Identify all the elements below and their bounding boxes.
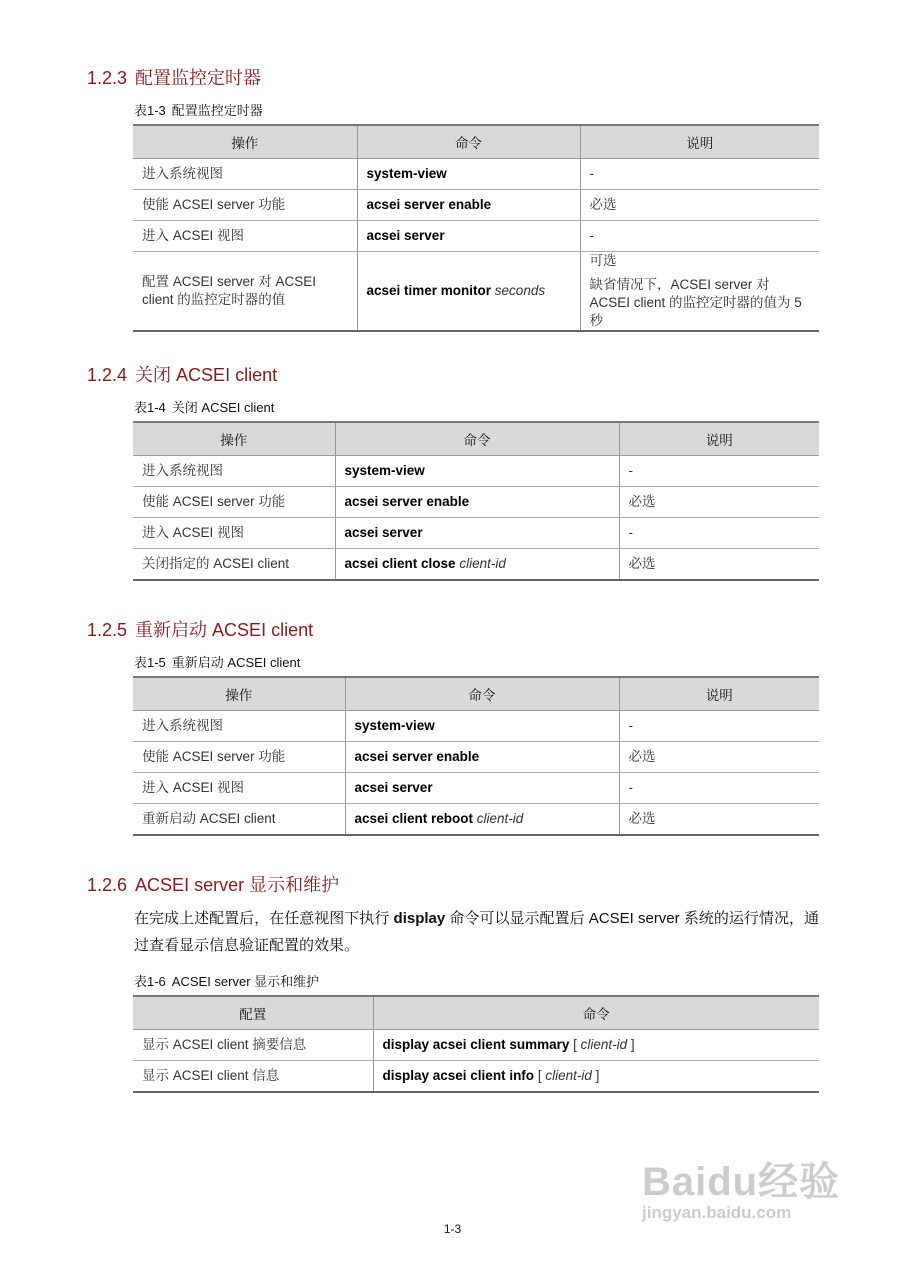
table-caption — [134, 397, 274, 416]
table-cell — [357, 190, 580, 221]
text-segment: 使能 ACSEI server 功能 — [142, 494, 286, 509]
section-paragraph — [134, 905, 819, 959]
table-cell — [357, 159, 580, 190]
table-cell — [133, 742, 345, 773]
table-caption-text: 重新启动 ACSEI client — [171, 655, 301, 670]
section-heading — [87, 361, 277, 387]
table-number: 表1-4 — [134, 400, 166, 415]
table-row — [133, 252, 819, 332]
table-row — [133, 1061, 819, 1093]
table-cell — [580, 190, 819, 221]
text-segment: 使能 ACSEI server 功能 — [142, 749, 286, 764]
table-row — [133, 549, 819, 581]
text-segment: ] — [627, 1037, 635, 1052]
config-table — [133, 421, 819, 581]
table-cell — [345, 711, 619, 742]
table-row — [133, 159, 819, 190]
command-argument: client-id — [459, 556, 506, 571]
section-heading — [87, 871, 339, 897]
column-header: 命令 — [357, 125, 580, 159]
column-header: 配置 — [133, 996, 373, 1030]
command-keyword: display acsei client info — [382, 1068, 535, 1083]
text-segment: - — [589, 166, 594, 181]
table-cell — [335, 487, 619, 518]
text-segment: 必选 — [628, 749, 656, 764]
table-number: 表1-3 — [134, 103, 166, 118]
column-header: 命令 — [373, 996, 819, 1030]
table-caption — [134, 971, 319, 990]
table-cell — [345, 742, 619, 773]
table-cell — [133, 221, 357, 252]
text-segment: 可选 — [589, 253, 617, 268]
page-number: 1-3 — [443, 1222, 462, 1236]
table-cell — [619, 804, 819, 836]
table-cell — [133, 252, 357, 332]
text-segment: 关闭指定的 ACSEI client — [142, 556, 290, 571]
table-caption-text: 配置监控定时器 — [171, 103, 263, 118]
text-segment: 使能 ACSEI server 功能 — [142, 197, 286, 212]
section-number: 1.2.4 — [87, 365, 128, 385]
column-header: 操作 — [133, 125, 357, 159]
command-keyword: system-view — [344, 463, 425, 478]
table-cell — [133, 1030, 373, 1061]
table-row — [133, 190, 819, 221]
text-segment: 必选 — [589, 197, 617, 212]
table-cell — [133, 773, 345, 804]
table-number: 表1-5 — [134, 655, 166, 670]
table-cell — [133, 487, 335, 518]
section-title: 配置监控定时器 — [135, 68, 262, 88]
table-cell — [357, 221, 580, 252]
table-cell — [357, 252, 580, 332]
table-cell — [133, 518, 335, 549]
table-row — [133, 221, 819, 252]
text-segment: 缺省情况下，ACSEI server 对 ACSEI client 的监控定时器的值为 5 秒 — [589, 277, 802, 328]
command-argument: client-id — [580, 1037, 628, 1052]
section-title: 关闭 ACSEI client — [135, 365, 278, 385]
table-row — [133, 1030, 819, 1061]
table-row — [133, 773, 819, 804]
text-segment: [ — [534, 1068, 546, 1083]
table-cell — [335, 456, 619, 487]
table-cell — [619, 456, 819, 487]
text-segment: 必选 — [628, 811, 656, 826]
column-header: 说明 — [580, 125, 819, 159]
text-segment: 重新启动 ACSEI client — [142, 811, 276, 826]
table-cell — [133, 549, 335, 581]
table-cell — [580, 221, 819, 252]
table-row — [133, 711, 819, 742]
section-title: ACSEI server 显示和维护 — [135, 875, 340, 895]
text-segment: - — [628, 525, 633, 540]
config-table — [133, 676, 819, 836]
command-keyword: display — [393, 910, 446, 927]
table-header-row — [133, 677, 819, 711]
table-caption — [134, 100, 263, 119]
text-segment: - — [628, 780, 633, 795]
config-table — [133, 995, 819, 1093]
command-argument: client-id — [545, 1068, 592, 1083]
table-cell — [580, 159, 819, 190]
table-cell — [133, 1061, 373, 1093]
text-segment: 在完成上述配置后，在任意视图下执行 — [134, 910, 394, 927]
text-segment: 进入 ACSEI 视图 — [142, 780, 245, 795]
column-header: 操作 — [133, 677, 345, 711]
text-segment: ] — [591, 1068, 600, 1083]
table-cell — [133, 456, 335, 487]
table-caption-text: ACSEI server 显示和维护 — [171, 974, 320, 989]
command-keyword: system-view — [354, 718, 435, 733]
table-row — [133, 518, 819, 549]
table-header-row — [133, 996, 819, 1030]
column-header: 命令 — [345, 677, 619, 711]
table-row — [133, 456, 819, 487]
section-heading — [87, 64, 261, 90]
command-keyword: system-view — [366, 166, 447, 181]
table-cell — [619, 742, 819, 773]
section-heading — [87, 616, 313, 642]
column-header: 命令 — [335, 422, 619, 456]
text-segment: 必选 — [628, 556, 656, 571]
text-segment: 进入系统视图 — [142, 718, 223, 733]
section-number: 1.2.3 — [87, 68, 128, 88]
table-header-row — [133, 422, 819, 456]
table-cell — [619, 487, 819, 518]
watermark-logo: Baidu经验 — [642, 1160, 841, 1204]
command-keyword: acsei client reboot — [354, 811, 477, 826]
table-cell — [580, 252, 819, 332]
text-segment: - — [628, 718, 633, 733]
table-cell — [345, 773, 619, 804]
table-caption-text: 关闭 ACSEI client — [171, 400, 275, 415]
text-segment: 必选 — [628, 494, 656, 509]
table-cell — [133, 711, 345, 742]
command-keyword: display acsei client summary — [382, 1037, 570, 1052]
table-cell — [619, 549, 819, 581]
table-number: 表1-6 — [134, 974, 166, 989]
table-row — [133, 487, 819, 518]
text-segment: 配置 ACSEI server 对 ACSEI client 的监控定时器的值 — [142, 274, 317, 307]
table-cell — [335, 518, 619, 549]
table-header-row — [133, 125, 819, 159]
column-header: 说明 — [619, 677, 819, 711]
table-cell — [133, 159, 357, 190]
command-keyword: acsei server — [366, 228, 445, 243]
table-caption — [134, 652, 300, 671]
section-title: 重新启动 ACSEI client — [135, 620, 314, 640]
text-segment: - — [589, 228, 594, 243]
table-cell — [619, 518, 819, 549]
command-argument: seconds — [494, 283, 546, 298]
table-cell — [619, 773, 819, 804]
column-header: 说明 — [619, 422, 819, 456]
text-segment: 命令可以显示配置后 ACSEI server 系统的运行情况，通过查看显示信息验证配置的效果。 — [134, 910, 819, 954]
column-header: 操作 — [133, 422, 335, 456]
table-cell — [373, 1061, 819, 1093]
text-segment: 进入 ACSEI 视图 — [142, 525, 245, 540]
command-keyword: acsei server enable — [344, 494, 470, 509]
text-segment: - — [628, 463, 633, 478]
section-number: 1.2.6 — [87, 875, 128, 895]
table-row — [133, 804, 819, 836]
command-keyword: acsei timer monitor — [366, 283, 495, 298]
table-cell — [345, 804, 619, 836]
text-segment: 显示 ACSEI client 摘要信息 — [142, 1037, 307, 1052]
table-cell — [133, 190, 357, 221]
section-number: 1.2.5 — [87, 620, 128, 640]
table-cell — [619, 711, 819, 742]
text-segment: 进入系统视图 — [142, 463, 223, 478]
table-cell — [373, 1030, 819, 1061]
command-keyword: acsei server — [344, 525, 423, 540]
watermark-url: jingyan.baidu.com — [642, 1203, 792, 1222]
baidu-watermark — [642, 1150, 840, 1223]
command-argument: client-id — [476, 811, 524, 826]
command-keyword: acsei client close — [344, 556, 460, 571]
text-segment: 显示 ACSEI client 信息 — [142, 1068, 280, 1083]
text-segment: 进入 ACSEI 视图 — [142, 228, 245, 243]
command-keyword: acsei server enable — [366, 197, 492, 212]
table-cell — [133, 804, 345, 836]
text-segment: 进入系统视图 — [142, 166, 223, 181]
text-segment: [ — [569, 1037, 581, 1052]
table-cell — [335, 549, 619, 581]
command-keyword: acsei server — [354, 780, 433, 795]
config-table — [133, 124, 819, 332]
table-row — [133, 742, 819, 773]
command-keyword: acsei server enable — [354, 749, 480, 764]
